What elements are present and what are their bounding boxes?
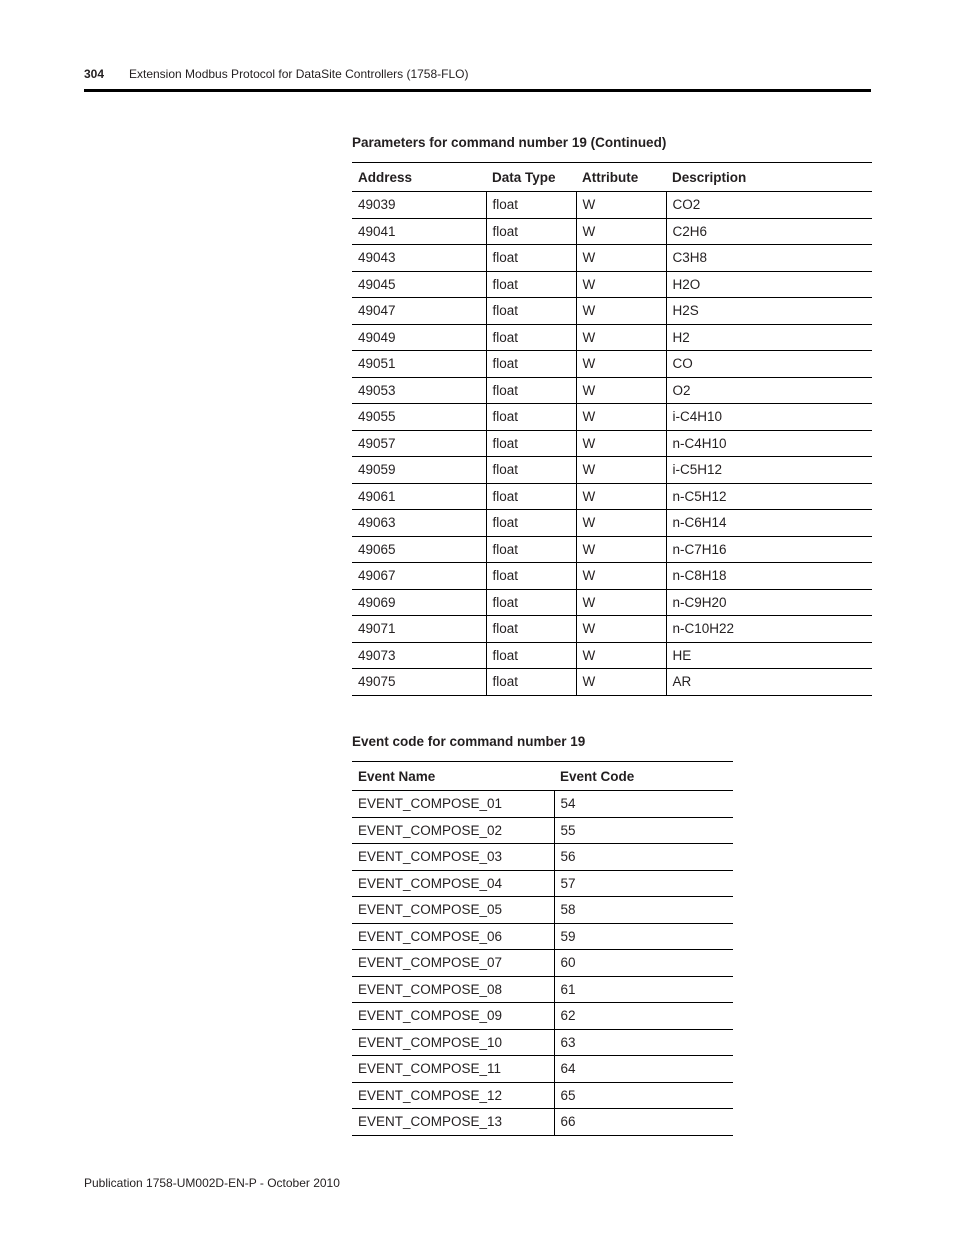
table-cell: H2O: [666, 271, 872, 298]
table-cell: W: [576, 669, 666, 696]
page-number: 304: [84, 67, 105, 81]
table-row: [352, 271, 872, 298]
events-header-row: [352, 762, 733, 791]
table-cell: 62: [554, 1003, 733, 1030]
table-cell: float: [486, 616, 576, 643]
col-header-address: Address: [352, 163, 486, 192]
table-cell: 56: [554, 844, 733, 871]
table-cell: float: [486, 430, 576, 457]
running-title: Extension Modbus Protocol for DataSite Controllers (1758-FLO): [129, 67, 469, 81]
table-row: [352, 510, 872, 537]
table-cell: 65: [554, 1082, 733, 1109]
table-row: [352, 324, 872, 351]
table-row: [352, 192, 872, 219]
table-cell: W: [576, 589, 666, 616]
table-cell: 49069: [352, 589, 486, 616]
table-row: [352, 351, 872, 378]
col-header-event-name: Event Name: [352, 762, 554, 791]
table-row: [352, 642, 872, 669]
table-cell: EVENT_COMPOSE_03: [352, 844, 554, 871]
table-cell: n-C6H14: [666, 510, 872, 537]
table-cell: 49067: [352, 563, 486, 590]
table-cell: EVENT_COMPOSE_02: [352, 817, 554, 844]
table-cell: float: [486, 669, 576, 696]
table-cell: 58: [554, 897, 733, 924]
col-header-attribute: Attribute: [576, 163, 666, 192]
table-cell: CO: [666, 351, 872, 378]
table-cell: 64: [554, 1056, 733, 1083]
table-cell: float: [486, 298, 576, 325]
table-cell: 66: [554, 1109, 733, 1136]
table-cell: float: [486, 642, 576, 669]
table-cell: float: [486, 218, 576, 245]
table-cell: 61: [554, 976, 733, 1003]
table-cell: float: [486, 245, 576, 272]
table-row: [352, 923, 733, 950]
table-row: [352, 377, 872, 404]
table-cell: W: [576, 245, 666, 272]
table-cell: 60: [554, 950, 733, 977]
table-cell: float: [486, 271, 576, 298]
table-cell: 49057: [352, 430, 486, 457]
table-cell: EVENT_COMPOSE_05: [352, 897, 554, 924]
col-header-event-code: Event Code: [554, 762, 733, 791]
table-cell: W: [576, 510, 666, 537]
table-row: [352, 245, 872, 272]
table-cell: EVENT_COMPOSE_12: [352, 1082, 554, 1109]
table-cell: W: [576, 483, 666, 510]
table-cell: float: [486, 483, 576, 510]
table-cell: W: [576, 192, 666, 219]
table-cell: 49071: [352, 616, 486, 643]
params-table: [352, 162, 872, 696]
table-cell: i-C5H12: [666, 457, 872, 484]
events-table-body: [352, 791, 733, 1136]
table-row: [352, 669, 872, 696]
table-cell: C2H6: [666, 218, 872, 245]
table-row: [352, 870, 733, 897]
table-row: [352, 897, 733, 924]
table-cell: EVENT_COMPOSE_04: [352, 870, 554, 897]
table-cell: W: [576, 404, 666, 431]
table-cell: n-C5H12: [666, 483, 872, 510]
table-cell: float: [486, 324, 576, 351]
params-table-body: [352, 192, 872, 696]
table-cell: float: [486, 536, 576, 563]
table-cell: float: [486, 351, 576, 378]
table-cell: 49047: [352, 298, 486, 325]
table-cell: 49061: [352, 483, 486, 510]
params-table-caption: Parameters for command number 19 (Continued): [352, 135, 667, 150]
table-cell: 57: [554, 870, 733, 897]
table-cell: EVENT_COMPOSE_13: [352, 1109, 554, 1136]
table-cell: float: [486, 510, 576, 537]
table-cell: EVENT_COMPOSE_01: [352, 791, 554, 818]
table-cell: W: [576, 298, 666, 325]
header-rule: [84, 89, 871, 92]
table-cell: W: [576, 430, 666, 457]
table-cell: 49063: [352, 510, 486, 537]
table-cell: O2: [666, 377, 872, 404]
table-cell: EVENT_COMPOSE_10: [352, 1029, 554, 1056]
table-row: [352, 563, 872, 590]
table-cell: HE: [666, 642, 872, 669]
table-cell: 49049: [352, 324, 486, 351]
table-cell: n-C4H10: [666, 430, 872, 457]
table-row: [352, 218, 872, 245]
table-row: [352, 1056, 733, 1083]
table-cell: 49041: [352, 218, 486, 245]
table-cell: H2: [666, 324, 872, 351]
table-cell: 49045: [352, 271, 486, 298]
table-cell: W: [576, 457, 666, 484]
table-cell: EVENT_COMPOSE_09: [352, 1003, 554, 1030]
table-cell: 49073: [352, 642, 486, 669]
table-cell: CO2: [666, 192, 872, 219]
table-cell: 49075: [352, 669, 486, 696]
table-cell: 55: [554, 817, 733, 844]
params-header-row: [352, 163, 872, 192]
table-cell: n-C8H18: [666, 563, 872, 590]
table-cell: C3H8: [666, 245, 872, 272]
table-cell: 49051: [352, 351, 486, 378]
col-header-description: Description: [666, 163, 872, 192]
table-cell: float: [486, 457, 576, 484]
table-row: [352, 536, 872, 563]
table-cell: W: [576, 218, 666, 245]
table-cell: 49053: [352, 377, 486, 404]
table-row: [352, 1003, 733, 1030]
table-cell: W: [576, 616, 666, 643]
table-row: [352, 1082, 733, 1109]
table-row: [352, 457, 872, 484]
table-cell: float: [486, 589, 576, 616]
table-row: [352, 817, 733, 844]
table-cell: n-C10H22: [666, 616, 872, 643]
table-cell: 49039: [352, 192, 486, 219]
table-cell: W: [576, 324, 666, 351]
table-cell: EVENT_COMPOSE_07: [352, 950, 554, 977]
events-table-caption: Event code for command number 19: [352, 734, 586, 749]
table-row: [352, 616, 872, 643]
table-cell: 49059: [352, 457, 486, 484]
table-cell: W: [576, 377, 666, 404]
table-cell: 59: [554, 923, 733, 950]
page-footer: Publication 1758-UM002D-EN-P - October 2010: [84, 1176, 340, 1190]
table-cell: float: [486, 563, 576, 590]
col-header-data-type: Data Type: [486, 163, 576, 192]
table-cell: float: [486, 377, 576, 404]
table-cell: float: [486, 192, 576, 219]
table-row: [352, 791, 733, 818]
table-cell: W: [576, 536, 666, 563]
table-row: [352, 844, 733, 871]
table-cell: AR: [666, 669, 872, 696]
table-row: [352, 950, 733, 977]
events-table: [352, 761, 733, 1136]
table-row: [352, 589, 872, 616]
table-row: [352, 430, 872, 457]
table-cell: i-C4H10: [666, 404, 872, 431]
table-cell: EVENT_COMPOSE_06: [352, 923, 554, 950]
table-cell: 49055: [352, 404, 486, 431]
table-row: [352, 298, 872, 325]
table-row: [352, 404, 872, 431]
table-cell: n-C9H20: [666, 589, 872, 616]
table-cell: W: [576, 563, 666, 590]
table-row: [352, 1109, 733, 1136]
table-row: [352, 976, 733, 1003]
table-cell: float: [486, 404, 576, 431]
table-cell: 49065: [352, 536, 486, 563]
table-cell: 63: [554, 1029, 733, 1056]
page-header: [84, 66, 871, 90]
table-cell: 54: [554, 791, 733, 818]
table-cell: H2S: [666, 298, 872, 325]
table-cell: W: [576, 642, 666, 669]
table-cell: W: [576, 351, 666, 378]
table-row: [352, 483, 872, 510]
table-row: [352, 1029, 733, 1056]
table-cell: 49043: [352, 245, 486, 272]
table-cell: n-C7H16: [666, 536, 872, 563]
table-cell: W: [576, 271, 666, 298]
table-cell: EVENT_COMPOSE_08: [352, 976, 554, 1003]
table-cell: EVENT_COMPOSE_11: [352, 1056, 554, 1083]
